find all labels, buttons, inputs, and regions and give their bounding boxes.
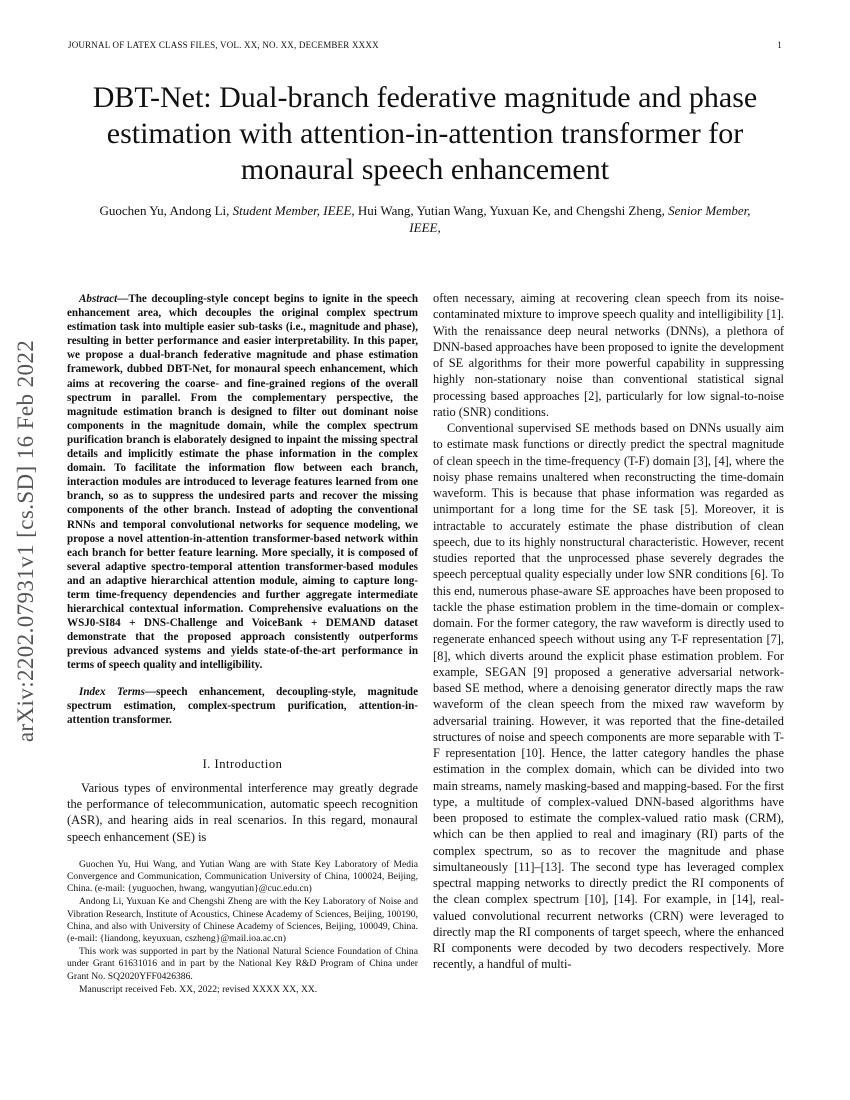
- footnote-manuscript-dates: Manuscript received Feb. XX, 2022; revised XXXX XX, XX.: [79, 983, 318, 995]
- footnote-funding: This work was supported in part by the National Natural Science Foundation of China under Grant 61631016 and in part by the National Key R&D Program of China under Grant No. SQ2020YFF0426386.: [67, 946, 418, 982]
- intro-paragraph-2: Conventional supervised SE methods based on DNNs usually aim to estimate mask functions or directly predict the spectral magnitude of clean speech in the time-frequency (T-F) domain [3], [4], where the noisy phase remains unaltered when reconstructing the time-domain waveform. This is because that phase information was regarded as unimportant for a long time for the SE task [5]. Moreover, it is intractable to accurately estimate the phase distribution of clean speech, due to its highly nonstructural characteristic. However, recent studies reported that the unprocessed phase severely degrades the speech perceptual quality especially under low SNR conditions [6]. To this end, numerous phase-aware SE approaches have been proposed to tackle the phase estimation problem in the time-domain or complex-domain. For the former category, the raw waveform is directly used to regenerate enhanced speech without using any T-F representation [7], [8], which diverts around the explicit phase estimation problem. For example, SEGAN [9] proposed a generative adversarial network-based SE method, where a denoising generator directly maps the raw waveform of the clean speech from the mixed raw waveform by adversarial training. However, it was reported that the fine-detailed structures of noise and speech components are more separable with T-F representation [10]. Hence, the latter category handles the phase estimation in the complex domain, which can be divided into two main streams, namely masking-based and mapping-based. For the first type, a multitude of complex-valued DNN-based algorithms have been proposed to estimate the complex-valued ratio mask (CRM), which can be then applied to real and imaginary (RI) parts of the complex spectrum, so as to recover the magnitude and phase simultaneously [11]–[13]. The second type has leveraged complex spectral mapping networks to directly predict the RI components of the clean complex spectrum [10], [14]. For example, in [14], real-valued convolutional recurrent networks (CRN) were leveraged to directly map the RI components of target speech, where the enhanced RI components were decoded by two decoders respectively. More recently, a handful of multi-: [433, 421, 784, 972]
- abstract: Abstract—The decoupling-style concept begins to ignite in the speech enhancement area, which decouples the original complex spectrum estimation task into multiple easier sub-tasks (i.e., magnitude and phase), resulting in better performance and easier interpretability. In this paper, we propose a dual-branch federative magnitude and phase estimation framework, dubbed DBT-Net, for monaural speech enhancement, which aims at recovering the coarse- and fine-grained regions of the overall spectrum in parallel. From the complementary perspective, the magnitude estimation branch is designed to filter out dominant noise components in the magnitude domain, while the complex spectrum purification branch is elaborately designed to inpaint the missing spectral details and implicitly estimate the phase information in the complex domain. To facilitate the information flow between each branch, interaction modules are introduced to leverage features learned from one branch, so as to suppress the undesired parts and recover the missing components of the other branch. Instead of adopting the conventional RNNs and temporal convolutional networks for sequence modeling, we propose a novel attention-in-attention transformer-based network within each branch for better feature learning. More specially, it is composed of several adaptive spectro-temporal attention transformer-based modules and an adaptive hierarchical attention module, aiming to capture long-term time-frequency dependencies and further aggregate intermediate hierarchical contextual information. Comprehensive evaluations on the WSJ0-SI84 + DNS-Challenge and VoiceBank + DEMAND dataset demonstrate that the proposed approach consistently outperforms previous advanced systems and yields state-of-the-art performance in terms of speech quality and intelligibility.: [67, 293, 418, 672]
- arxiv-side-stamp: [2, 296, 50, 786]
- index-terms-label: Index Terms: [79, 685, 145, 698]
- abstract-label: Abstract: [79, 293, 118, 305]
- running-header: [68, 40, 782, 50]
- right-column: [433, 290, 784, 973]
- authors-part-2: Hui Wang, Yutian Wang, Yuxuan Ke, and Chengshi Zheng,: [354, 203, 669, 218]
- author-role-1: Student Member, IEEE,: [232, 203, 355, 218]
- intro-paragraph-continued: often necessary, aiming at recovering clean speech from its noise-contaminated mixture to improve speech quality and intelligibility [1]. With the renaissance deep neural networks (DNNs), a plethora of DNN-based approaches have been proposed to ignite the development of SE algorithms for their more powerful capability in suppressing highly non-stationary noise than conventional statistical signal processing based approaches [2], particularly for low signal-to-noise ratio (SNR) conditions.: [433, 291, 784, 419]
- index-terms: Index Terms—speech enhancement, decoupling-style, magnitude spectrum estimation, complex-spectrum purification, attention-in-attention transformer.: [67, 685, 418, 726]
- journal-header: JOURNAL OF LATEX CLASS FILES, VOL. XX, NO. XX, DECEMBER XXXX: [68, 40, 379, 50]
- index-terms-text: speech enhancement, decoupling-style, magnitude spectrum estimation, complex-spectrum purification, attention-in-attention transformer.: [67, 685, 418, 726]
- abstract-text: The decoupling-style concept begins to ignite in the speech enhancement area, which decouples the original complex spectrum estimation task into multiple easier sub-tasks (i.e., magnitude and phase), resulting in better performance and easier interpretability. In this paper, we propose a dual-branch federative magnitude and phase estimation framework, dubbed DBT-Net, for monaural speech enhancement, which aims at recovering the coarse- and fine-grained regions of the overall spectrum in parallel. From the complementary perspective, the magnitude estimation branch is designed to filter out dominant noise components in the magnitude domain, while the complex spectrum purification branch is elaborately designed to inpaint the missing spectral details and implicitly estimate the phase information in the complex domain. To facilitate the information flow between each branch, interaction modules are introduced to leverage features learned from one branch, so as to suppress the undesired parts and recover the missing components of the other branch. Instead of adopting the conventional RNNs and temporal convolutional networks for sequence modeling, we propose a novel attention-in-attention transformer-based network within each branch for better feature learning. More specially, it is composed of several adaptive spectro-temporal attention transformer-based modules and an adaptive hierarchical attention module, aiming to capture long-term time-frequency dependencies and further aggregate intermediate hierarchical contextual information. Comprehensive evaluations on the WSJ0-SI84 + DNS-Challenge and VoiceBank + DEMAND dataset demonstrate that the proposed approach consistently outperforms previous advanced systems and yields state-of-the-art performance in terms of speech quality and intelligibility.: [67, 293, 418, 672]
- footnotes: [67, 859, 418, 996]
- footnote-affiliation-1: Guochen Yu, Hui Wang, and Yutian Wang are with State Key Laboratory of Media Convergence and Communication, Communication University of China, 100024, Beijing, China. (e-mail: {yuguochen, hwang, wangyutian}@cuc.edu.cn): [67, 858, 418, 895]
- page-number: 1: [777, 40, 782, 50]
- arxiv-identifier: arXiv:2202.07931v1 [cs.SD] 16 Feb 2022: [13, 339, 38, 743]
- section-heading-introduction: I. Introduction: [202, 756, 283, 771]
- author-role-2: Senior Member, IEEE,: [409, 203, 751, 235]
- intro-paragraph-1: Various types of environmental interference may greatly degrade the performance of telecommunication, automatic speech recognition (ASR), and hearing aids in real scenarios. In this regard, monaural speech enhancement (SE) is: [67, 780, 418, 844]
- footnote-affiliation-2: Andong Li, Yuxuan Ke and Chengshi Zheng are with the Key Laboratory of Noise and Vibration Research, Institute of Acoustics, Chinese Academy of Sciences, Beijing, 100190, China, and also with University of Chinese Academy of Sciences, Beijing, 100049, China. (e-mail: {liandong, keyuxuan, cszheng}@mail.ioa.ac.cn): [67, 896, 418, 945]
- authors-part-1: Guochen Yu, Andong Li,: [99, 203, 233, 218]
- left-column: [67, 292, 418, 997]
- paper-title: DBT-Net: Dual-branch federative magnitude and phase estimation with attention-in-attention transformer for monaural speech enhancement: [92, 81, 758, 186]
- author-list: [90, 202, 760, 236]
